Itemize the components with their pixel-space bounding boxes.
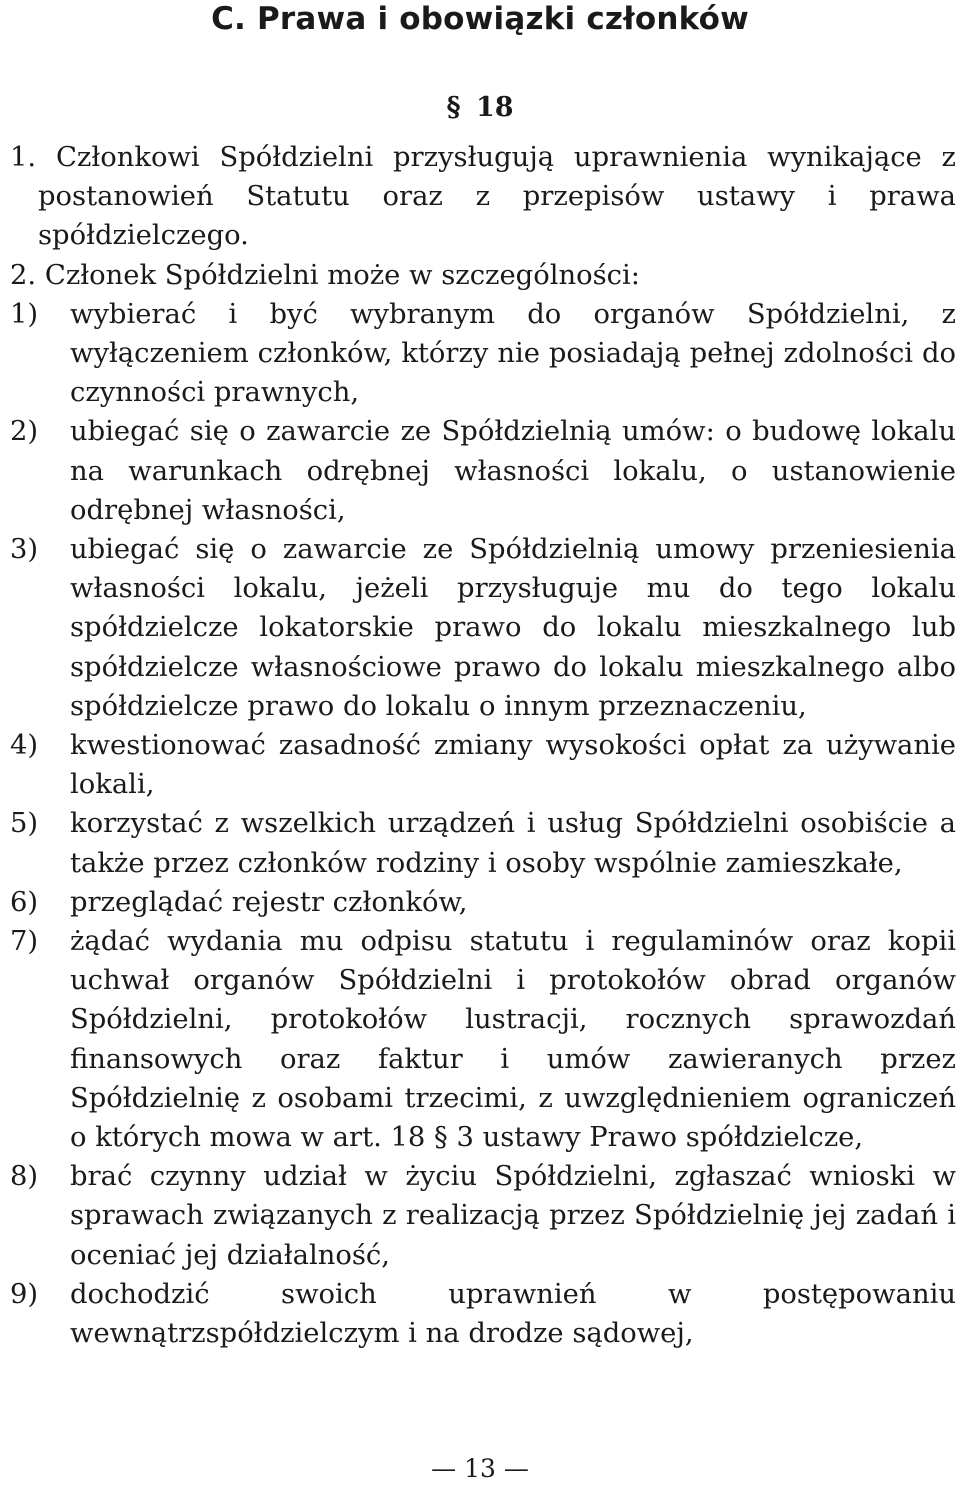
- list-item-text: ubiegać się o zawarcie ze Spółdzielnią umów: o budowę lokalu na warunkach odrębnej własności lokalu, o ustanowienie odrębnej własności,: [70, 416, 956, 526]
- list-item-number: 6): [10, 886, 39, 918]
- list-item-text: brać czynny udział w życiu Spółdzielni, zgłaszać wnioski w sprawach związanych z realizacją przez Spółdzielnię jej zadań i oceniać jej działalność,: [70, 1161, 956, 1271]
- list-item: [10, 1275, 956, 1353]
- list-item: [10, 530, 956, 726]
- list-item: [10, 922, 956, 1157]
- list-item-number: 2): [10, 416, 39, 448]
- list-item-text: korzystać z wszelkich urządzeń i usług Spółdzielni osobiście a także przez członków rodziny i osoby wspólnie zamieszkałe,: [70, 808, 956, 879]
- list-item-number: 3): [10, 534, 39, 566]
- paragraph-1: [10, 138, 956, 256]
- list-item-text: wybierać i być wybranym do organów Spółdzielni, z wyłączeniem członków, którzy nie posiadają pełnej zdolności do czynności prawnych,: [70, 298, 956, 409]
- list-item: [10, 804, 956, 882]
- section-body: [10, 138, 956, 1353]
- list-item-text: dochodzić swoich uprawnień w postępowaniu wewnątrzspółdzielczym i na drodze sądowej,: [70, 1278, 956, 1350]
- paragraph-number: 2.: [10, 259, 37, 291]
- list-item-number: 8): [10, 1161, 39, 1193]
- paragraph-2: [10, 256, 956, 295]
- list-item: [10, 1157, 956, 1275]
- paragraph-text: Członkowi Spółdzielni przysługują uprawnienia wynikające z postanowień Statutu oraz z przepisów ustawy i prawa spółdzielczego.: [38, 142, 956, 252]
- paragraph-text: Członek Spółdzielni może w szczególności:: [44, 259, 640, 291]
- list-item-number: 9): [10, 1278, 39, 1310]
- chapter-heading: C. Prawa i obowiązki członków: [211, 1, 749, 37]
- list-item-text: ubiegać się o zawarcie ze Spółdzielnią umowy przeniesienia własności lokalu, jeżeli przysługuje mu do tego lokalu spółdzielcze lokatorskie prawo do lokalu mieszkalnego lub spółdzielcze własnościowe prawo do lokalu mieszkalnego albo spółdzielcze prawo do lokalu o innym przeznaczeniu,: [70, 534, 956, 722]
- list-item: [10, 412, 956, 530]
- paragraph-number: 1.: [10, 142, 37, 173]
- list-item: [10, 726, 956, 804]
- list-item-text: kwestionować zasadność zmiany wysokości opłat za używanie lokali,: [70, 730, 956, 801]
- list-item-number: 1): [10, 298, 39, 330]
- list-item-text: żądać wydania mu odpisu statutu i regulaminów oraz kopii uchwał organów Spółdzielni i protokołów obrad organów Spółdzielni, protokołów lustracji, rocznych sprawozdań finansowych oraz faktur i umów zawieranych przez Spółdzielnię z osobami trzecimi, z uwzględnieniem ograniczeń o których mowa w art. 18 § 3 ustawy Prawo spółdzielcze,: [70, 926, 956, 1154]
- list-item: [10, 883, 956, 922]
- list-item-number: 7): [10, 926, 39, 958]
- list-item: [10, 295, 956, 413]
- list-item-text: przeglądać rejestr członków,: [70, 886, 468, 918]
- page-number: — 13 —: [431, 1454, 529, 1483]
- list-item-number: 5): [10, 808, 39, 840]
- section-number: § 18: [446, 92, 514, 123]
- list-item-number: 4): [10, 730, 39, 762]
- rights-list: [10, 295, 956, 1353]
